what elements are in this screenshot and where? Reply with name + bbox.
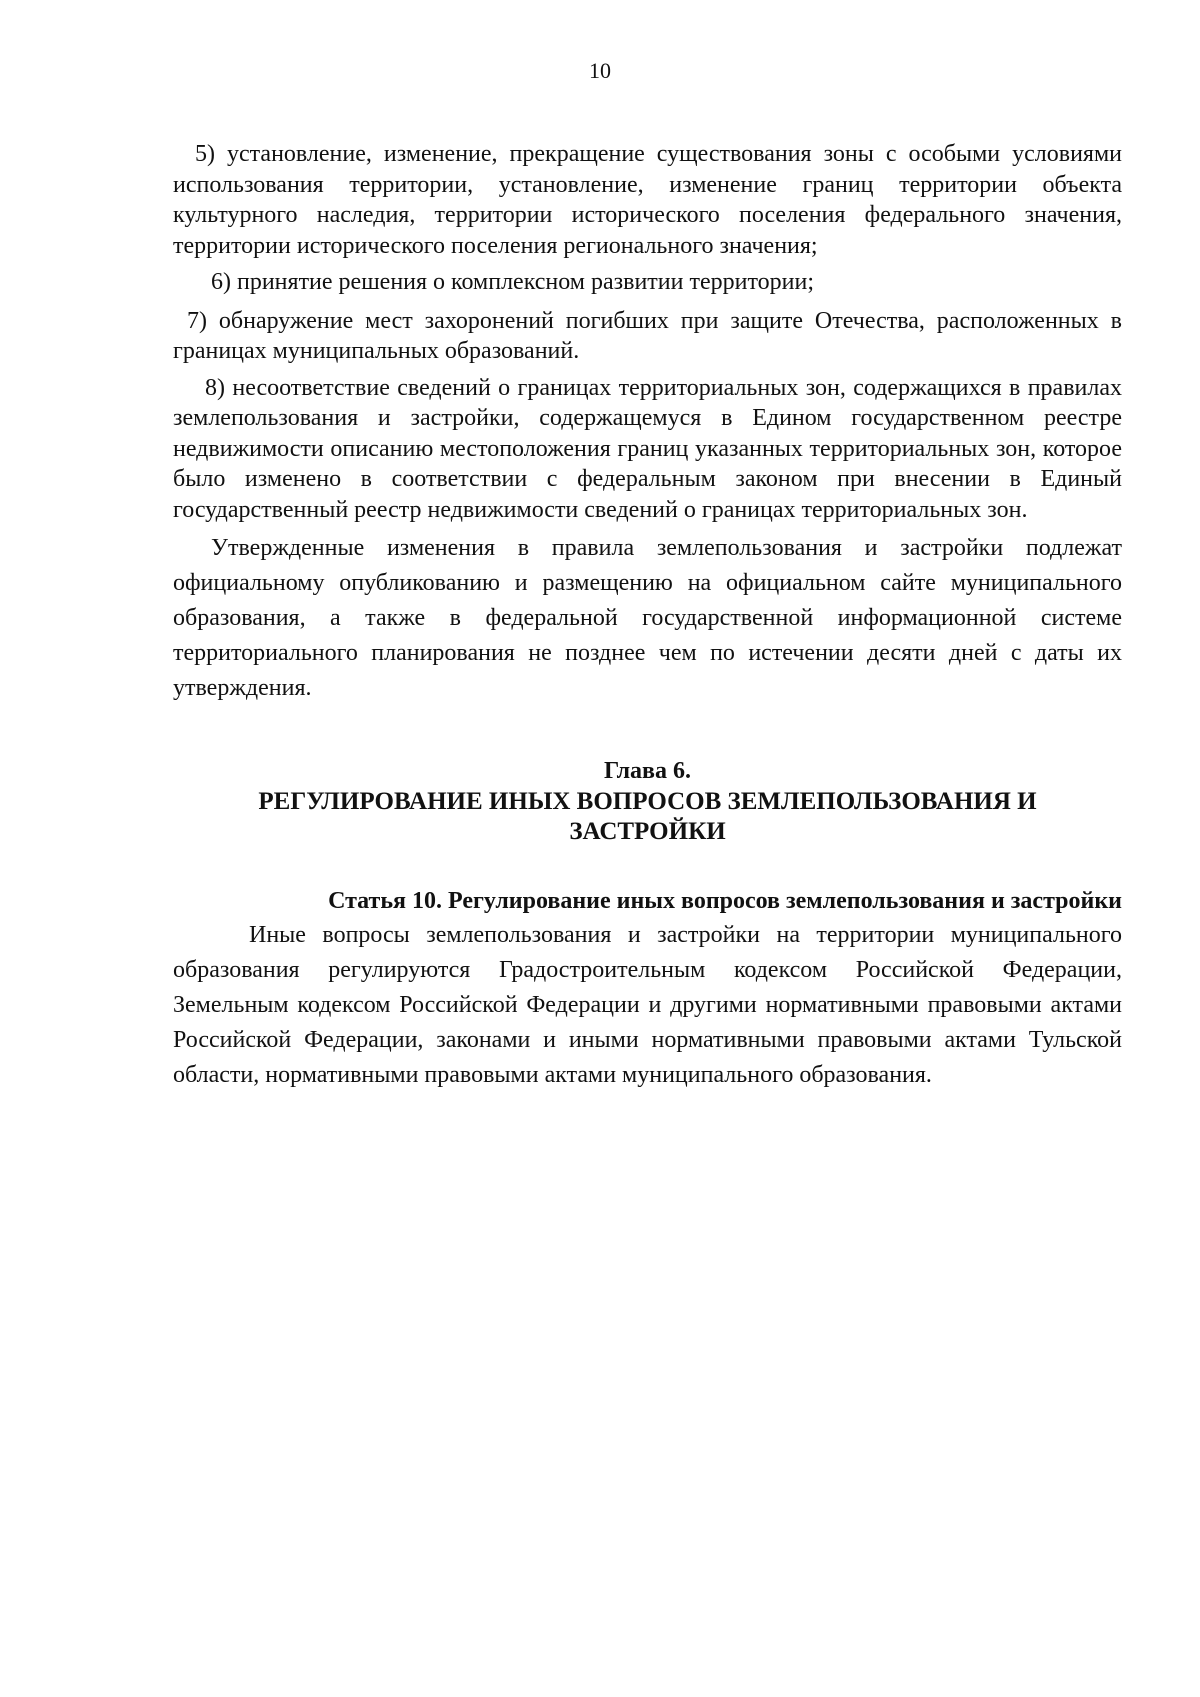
article-body: Иные вопросы землепользования и застройки на территории муниципального образования регулируются Градостроительным кодексом Российской Федерации, Земельным кодексом Российской Федерации и другими нормативными правовыми актами Российской Федерации, законами и иными нормативными правовыми актами Тульской области, нормативными правовыми актами муниципального образования. xyxy=(173,922,1122,1088)
paragraph-item-8: 8) несоответствие сведений о границах территориальных зон, содержащихся в правилах землепользования и застройки, содержащемуся в Едином государственном реестре недвижимости описанию местоположения границ указанных территориальных зон, которое было изменено в соответствии с федеральным законом при внесении в Единый государственный реестр недвижимости сведений о границах территориальных зон. xyxy=(173,374,1122,523)
chapter-label: Глава 6. xyxy=(604,758,691,784)
paragraph-approved-changes: Утвержденные изменения в правила землепользования и застройки подлежат официальному опубликованию и размещению на официальном сайте муниципального образования, а также в федеральной государственной информационной системе территориального планирования не позднее чем по истечении десяти дней с даты их утверждения. xyxy=(173,535,1122,701)
document-body xyxy=(173,139,1122,1093)
paragraph-item-5: 5) установление, изменение, прекращение существования зоны с особыми условиями использования территории, установление, изменение границ территории объекта культурного наследия, территории исторического поселения федерального значения, территории исторического поселения регионального значения; xyxy=(173,141,1122,259)
paragraph-item-6: 6) принятие решения о комплексном развитии территории; xyxy=(211,269,814,295)
page-number: 10 xyxy=(589,58,611,83)
paragraph-item-7: 7) обнаружение мест захоронений погибших при защите Отечества, расположенных в границах муниципальных образований. xyxy=(173,307,1122,364)
chapter-heading xyxy=(173,756,1122,848)
article-title: Статья 10. Регулирование иных вопросов землепользования и застройки xyxy=(328,887,1122,914)
chapter-title-line-2: ЗАСТРОЙКИ xyxy=(569,818,726,845)
chapter-title-line-1: РЕГУЛИРОВАНИЕ ИНЫХ ВОПРОСОВ ЗЕМЛЕПОЛЬЗОВАНИЯ И xyxy=(258,787,1037,815)
